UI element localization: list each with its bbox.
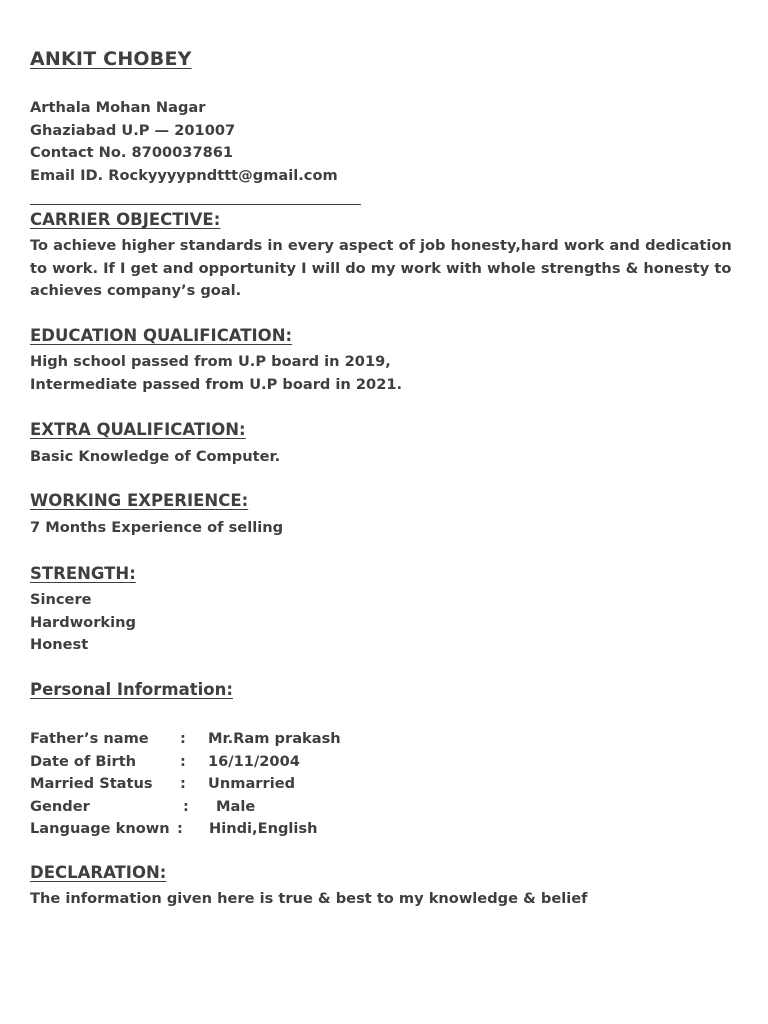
personal-info-heading: Personal Information: <box>30 680 233 699</box>
list-item: 7 Months Experience of selling <box>30 519 284 536</box>
info-value: Mr.Ram prakash <box>208 730 341 747</box>
info-value: Male <box>216 797 256 815</box>
experience-list <box>30 517 283 540</box>
list-item: Hardworking <box>30 613 136 631</box>
extra-qualification-heading: EXTRA QUALIFICATION: <box>30 420 246 439</box>
address-line-1: Arthala Mohan Nagar <box>30 99 206 116</box>
divider-line <box>30 204 361 205</box>
strength-heading: STRENGTH: <box>30 564 136 583</box>
info-separator: : <box>180 775 186 792</box>
info-label: Father’s name <box>30 730 149 747</box>
declaration-text: The information given here is true & best to my knowledge & belief <box>30 890 588 907</box>
extra-qualification-list <box>30 446 280 469</box>
strength-list <box>30 589 136 657</box>
info-separator: : <box>180 730 186 747</box>
email-id: Email ID. Rockyyyypndttt@gmail.com <box>30 166 338 184</box>
list-item: High school passed from U.P board in 2019, <box>30 353 391 370</box>
list-item: Sincere <box>30 591 92 608</box>
info-label: Gender <box>30 797 90 815</box>
list-item: Basic Knowledge of Computer. <box>30 448 281 465</box>
address-line-2: Ghaziabad U.P — 201007 <box>30 121 236 139</box>
objective-text: To achieve higher standards in every aspect of job honesty,hard work and dedication to work. If I get and opportunity I will do my work with whole strengths & honesty to achieves company’s goal. <box>30 237 732 299</box>
info-separator: : <box>183 797 189 815</box>
info-separator: : <box>180 752 186 770</box>
list-item: Honest <box>30 636 89 653</box>
objective-heading: CARRIER OBJECTIVE: <box>30 210 221 229</box>
list-item: Intermediate passed from U.P board in 2021. <box>30 375 403 393</box>
info-label: Date of Birth <box>30 752 137 770</box>
declaration-heading: DECLARATION: <box>30 863 167 882</box>
info-value: 16/11/2004 <box>208 752 300 770</box>
info-value: Unmarried <box>208 775 296 792</box>
info-separator: : <box>177 820 183 837</box>
candidate-name: ANKIT CHOBEY <box>30 48 192 70</box>
contact-block <box>30 97 338 187</box>
info-label: Married Status <box>30 775 153 792</box>
info-label: Language known <box>30 820 170 837</box>
education-heading: EDUCATION QUALIFICATION: <box>30 326 293 345</box>
experience-heading: WORKING EXPERIENCE: <box>30 491 249 510</box>
info-value: Hindi,English <box>209 820 318 837</box>
contact-number: Contact No. 8700037861 <box>30 144 234 161</box>
education-list <box>30 351 402 396</box>
